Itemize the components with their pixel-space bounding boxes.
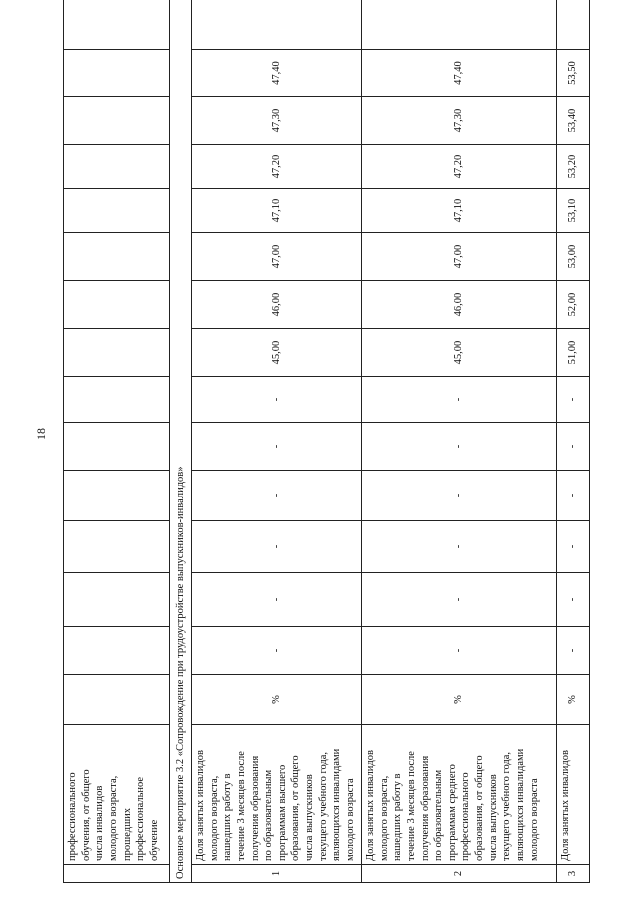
value-cell xyxy=(64,233,170,281)
value-cell xyxy=(64,423,170,471)
value-cell: - xyxy=(362,377,557,423)
value-cell: 52,00 xyxy=(557,281,590,329)
unit-cell: % xyxy=(557,675,590,725)
value-cell: - xyxy=(192,627,362,675)
rotated-table-container xyxy=(63,14,589,883)
value-cell: 53,00 xyxy=(557,233,590,281)
row-number: 1 xyxy=(192,865,362,883)
value-cell: - xyxy=(192,521,362,573)
value-cell: - xyxy=(557,521,590,573)
value-cell: - xyxy=(362,471,557,521)
unit-cell xyxy=(64,675,170,725)
value-cell: - xyxy=(557,423,590,471)
value-cell: 47,40 xyxy=(192,50,362,97)
table-row xyxy=(557,0,590,883)
value-cell: 53,10 xyxy=(557,189,590,233)
value-cell xyxy=(64,573,170,627)
table-row xyxy=(64,0,170,883)
value-cell: - xyxy=(362,573,557,627)
value-cell: 47,00 xyxy=(362,233,557,281)
value-cell: - xyxy=(192,471,362,521)
indicator-name: Доля занятых инвалидов молодого возраста, нашедших работу в течение 3 месяцев после получения образования по образовательным программам среднего профессионального образования, от общего числа выпускников текущего учебного года, являющихся инвалидами молодого возраста xyxy=(362,725,557,865)
value-cell: 51,00 xyxy=(557,329,590,377)
value-cell xyxy=(64,521,170,573)
indicator-name: Доля занятых инвалидов молодого возраста, нашедших работу в течение 3 месяцев после получения образования по образовательным программам высшего образования, от общего числа выпускников текущего учебного года, являющихся инвалидами молодого возраста xyxy=(192,725,362,865)
value-cell xyxy=(64,627,170,675)
empty-cell xyxy=(192,0,362,50)
value-cell: 46,00 xyxy=(192,281,362,329)
value-cell xyxy=(64,50,170,97)
value-cell: 53,20 xyxy=(557,145,590,189)
value-cell: 53,50 xyxy=(557,50,590,97)
value-cell xyxy=(64,145,170,189)
row-number xyxy=(64,865,170,883)
value-cell: 53,40 xyxy=(557,97,590,145)
value-cell: 47,10 xyxy=(192,189,362,233)
row-number: 3 xyxy=(557,865,590,883)
value-cell: - xyxy=(557,377,590,423)
value-cell xyxy=(64,329,170,377)
page-number: 18 xyxy=(34,428,48,440)
empty-cell xyxy=(362,0,557,50)
value-cell: 45,00 xyxy=(192,329,362,377)
value-cell: 45,00 xyxy=(362,329,557,377)
empty-cell xyxy=(557,0,590,50)
value-cell: 47,40 xyxy=(362,50,557,97)
value-cell: - xyxy=(557,627,590,675)
table-row xyxy=(192,0,362,883)
indicator-table xyxy=(63,0,590,883)
value-cell: - xyxy=(192,423,362,471)
value-cell: - xyxy=(192,377,362,423)
value-cell: 47,20 xyxy=(362,145,557,189)
value-cell: 47,30 xyxy=(192,97,362,145)
value-cell: - xyxy=(557,471,590,521)
value-cell: 47,30 xyxy=(362,97,557,145)
value-cell: 47,00 xyxy=(192,233,362,281)
value-cell: - xyxy=(192,573,362,627)
unit-cell: % xyxy=(362,675,557,725)
table-row xyxy=(362,0,557,883)
indicator-name: профессионального обучения, от общего числа инвалидов молодого возраста, прошедших профессиональное обучение xyxy=(64,725,170,865)
value-cell: - xyxy=(362,521,557,573)
row-number: 2 xyxy=(362,865,557,883)
value-cell: 46,00 xyxy=(362,281,557,329)
unit-cell: % xyxy=(192,675,362,725)
value-cell xyxy=(64,189,170,233)
value-cell xyxy=(64,281,170,329)
value-cell: - xyxy=(362,627,557,675)
value-cell: 47,10 xyxy=(362,189,557,233)
indicator-name: Доля занятых инвалидов xyxy=(557,725,590,865)
section-title: Основное мероприятие 3.2 «Сопровождение при трудоустройстве выпускников-инвалидов» xyxy=(170,0,192,883)
section-header-row xyxy=(170,0,192,883)
value-cell: - xyxy=(362,423,557,471)
empty-cell xyxy=(64,0,170,50)
value-cell xyxy=(64,97,170,145)
value-cell xyxy=(64,471,170,521)
value-cell: - xyxy=(557,573,590,627)
value-cell xyxy=(64,377,170,423)
value-cell: 47,20 xyxy=(192,145,362,189)
